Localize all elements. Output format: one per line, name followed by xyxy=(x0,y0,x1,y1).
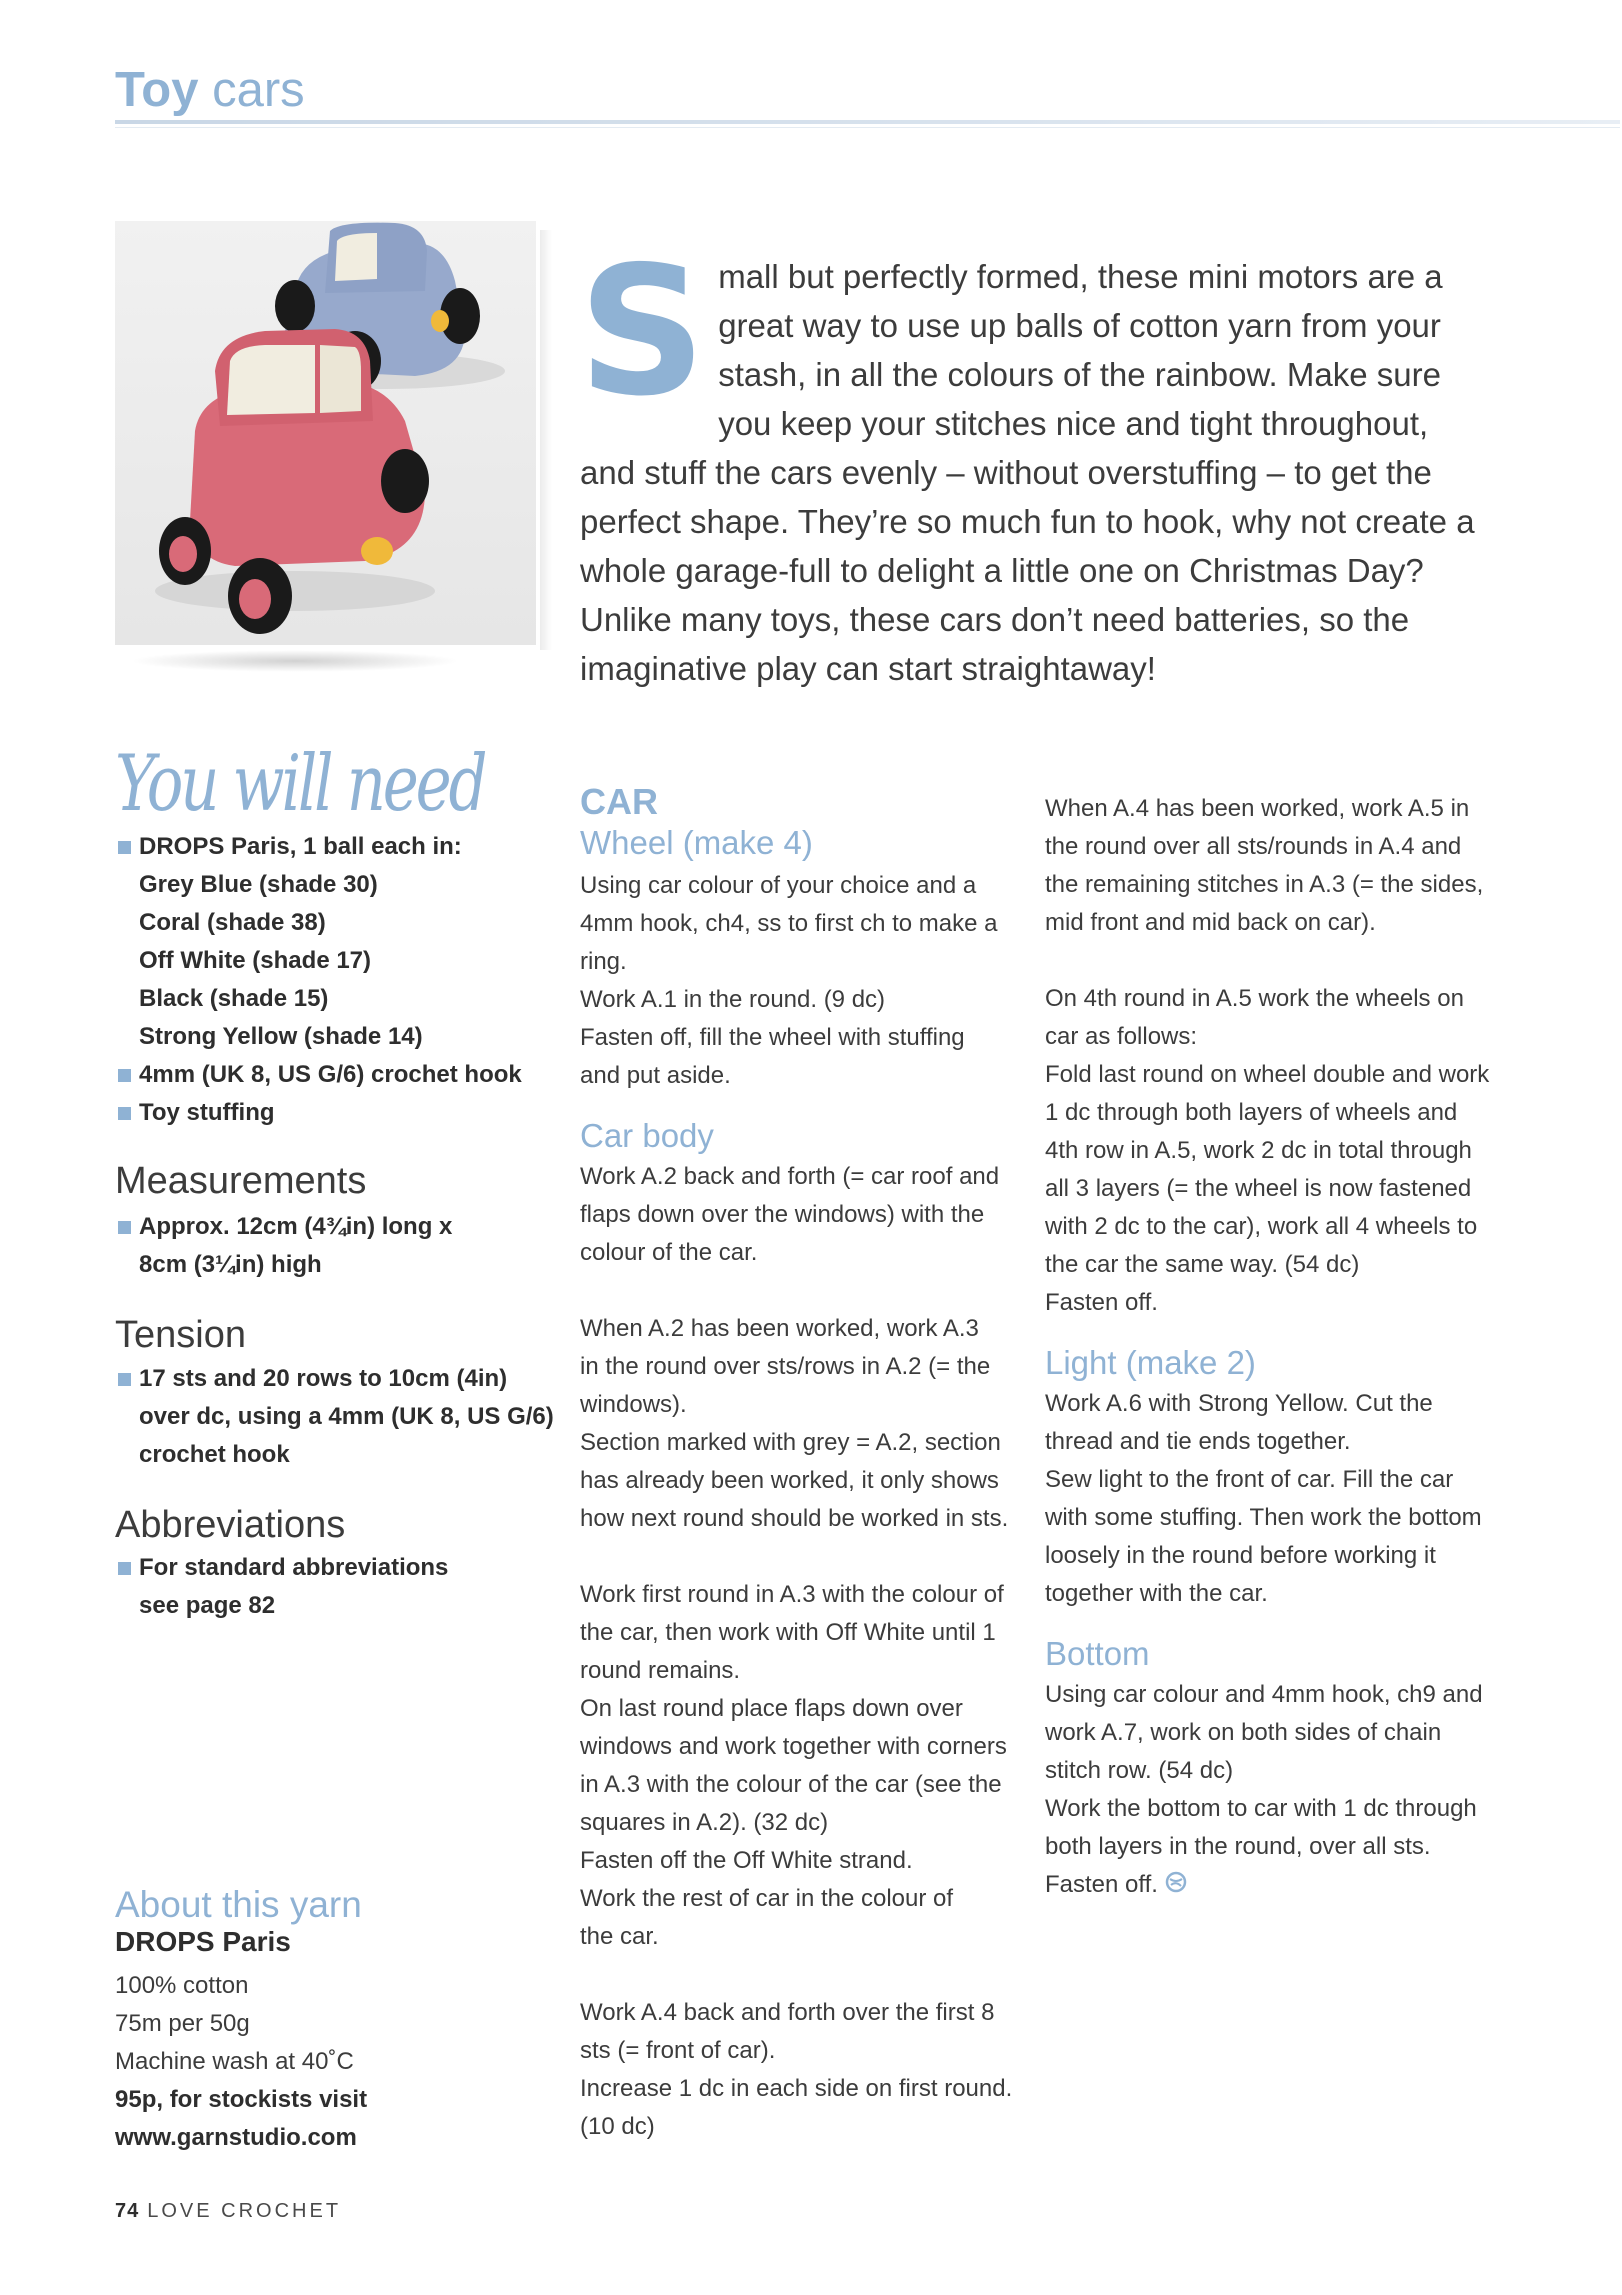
text-line: 4th row in A.5, work 2 dc in total through xyxy=(1045,1137,1472,1164)
text-line: both layers in the round, over all sts. xyxy=(1045,1833,1431,1860)
list-item: For standard abbreviations xyxy=(115,1549,555,1587)
you-will-need-title: You will need xyxy=(115,739,485,829)
text-line: When A.4 has been worked, work A.5 in xyxy=(1045,795,1470,822)
text-line: the car, then work with Off White until 1 xyxy=(580,1619,996,1646)
text-line: colour of the car. xyxy=(580,1239,758,1266)
text-line: together with the car. xyxy=(1045,1580,1268,1607)
yarn-detail-line: Machine wash at 40˚C xyxy=(115,2048,354,2075)
text-line: Work the bottom to car with 1 dc through xyxy=(1045,1795,1477,1822)
text-line: car as follows: xyxy=(1045,1023,1198,1050)
yarn-price-line: 95p, for stockists visit xyxy=(115,2086,368,2113)
text-line: the car the same way. (54 dc) xyxy=(1045,1251,1360,1278)
text-line: loosely in the round before working it xyxy=(1045,1542,1436,1569)
text-line: Increase 1 dc in each side on first round. xyxy=(580,2075,1013,2102)
text-line: Work A.2 back and forth (= car roof and xyxy=(580,1163,1000,1190)
text-line: 4mm hook, ch4, ss to first ch to make a xyxy=(580,910,998,937)
page-number: 74 xyxy=(115,2200,140,2222)
list-item: Approx. 12cm (4¾in) long x xyxy=(115,1208,555,1246)
intro-text: mall but perfectly formed, these mini motors are a great way to use up balls of cotton yarn from your stash, in all the colours of the rainbow. Make sure you keep your stitches nice and tight throughout, and stuff the cars evenly – without overstuffing – to get the perfect shape. They’re so much fun to hook, why not create a whole garage-full to delight a little one on Christmas Day? Unlike many toys, these cars don’t need batteries, so the imaginative play can start straightaway! xyxy=(580,258,1475,687)
text-line: all 3 layers (= the wheel is now fastened xyxy=(1045,1175,1472,1202)
text-line: Fasten off the Off White strand. xyxy=(580,1847,913,1874)
text-line: the round over all sts/rounds in A.4 and xyxy=(1045,833,1462,860)
text-line: When A.2 has been worked, work A.3 xyxy=(580,1315,979,1342)
measurements-list xyxy=(115,1208,555,1284)
text-line: and put aside. xyxy=(580,1062,731,1089)
list-item: Off White (shade 17) xyxy=(139,947,372,974)
list-item: over dc, using a 4mm (UK 8, US G/6) xyxy=(139,1403,554,1430)
text-line: stitch row. (54 dc) xyxy=(1045,1757,1234,1784)
text-line: work A.7, work on both sides of chain xyxy=(1045,1719,1442,1746)
text-line: Work first round in A.3 with the colour of xyxy=(580,1581,1004,1608)
list-item: DROPS Paris, 1 ball each in: xyxy=(115,828,555,866)
abbreviations-list xyxy=(115,1549,555,1625)
text-line: Using car colour of your choice and a xyxy=(580,872,977,899)
list-item: 8cm (3¼in) high xyxy=(139,1251,322,1278)
page-title xyxy=(115,63,305,117)
pattern-column-right xyxy=(1045,790,1490,1905)
text-line: 1 dc through both layers of wheels and xyxy=(1045,1099,1458,1126)
list-item: Black (shade 15) xyxy=(139,985,329,1012)
photo-shadow xyxy=(130,650,460,672)
photo-edge-shadow xyxy=(540,230,552,650)
text-line: the car. xyxy=(580,1923,659,1950)
header-rule xyxy=(115,120,1620,124)
text-line: (10 dc) xyxy=(580,2113,655,2140)
list-item: Grey Blue (shade 30) xyxy=(139,871,378,898)
text-line: with some stuffing. Then work the bottom xyxy=(1045,1504,1482,1531)
yarn-name: DROPS Paris xyxy=(115,1926,291,1957)
text-line: round remains. xyxy=(580,1657,741,1684)
text-line: how next round should be worked in sts. xyxy=(580,1505,1009,1532)
text-line: mid front and mid back on car). xyxy=(1045,909,1376,936)
materials-list xyxy=(115,828,555,1132)
light-heading: Light (make 2) xyxy=(1045,1344,1256,1381)
text-line: in A.3 with the colour of the car (see the xyxy=(580,1771,1002,1798)
list-item: Strong Yellow (shade 14) xyxy=(139,1023,423,1050)
text-line: windows). xyxy=(580,1391,687,1418)
list-item: 17 sts and 20 rows to 10cm (4in) xyxy=(115,1360,565,1398)
text-line: Section marked with grey = A.2, section xyxy=(580,1429,1001,1456)
wheel-heading: Wheel (make 4) xyxy=(580,824,813,861)
text-line: Work A.4 back and forth over the first 8 xyxy=(580,1999,995,2026)
drop-cap: S xyxy=(578,228,707,435)
magazine-name: LOVE CROCHET xyxy=(147,2200,342,2222)
list-item: see page 82 xyxy=(139,1592,276,1619)
about-yarn-heading: About this yarn xyxy=(115,1884,362,1925)
yarn-detail-line: 100% cotton xyxy=(115,1972,249,1999)
text-line: On 4th round in A.5 work the wheels on xyxy=(1045,985,1464,1012)
header-rule-thin xyxy=(115,127,1620,128)
text-line: Sew light to the front of car. Fill the car xyxy=(1045,1466,1454,1493)
list-item: 4mm (UK 8, US G/6) crochet hook xyxy=(115,1056,555,1094)
text-line: Fold last round on wheel double and work xyxy=(1045,1061,1490,1088)
yarn-details xyxy=(115,1967,555,2157)
pattern-column-middle xyxy=(580,782,1020,2146)
text-line: windows and work together with corners xyxy=(580,1733,1007,1760)
text-line: Work A.1 in the round. (9 dc) xyxy=(580,986,886,1013)
text-line: On last round place flaps down over xyxy=(580,1695,963,1722)
text-line: Using car colour and 4mm hook, ch9 and xyxy=(1045,1681,1483,1708)
text-line: with 2 dc to the car), work all 4 wheels to xyxy=(1045,1213,1478,1240)
car-heading: CAR xyxy=(580,781,658,822)
page-title-rest: cars xyxy=(198,63,305,117)
text-line: Work the rest of car in the colour of xyxy=(580,1885,954,1912)
crochet-toy-cars-photo xyxy=(115,221,536,645)
text-line: in the round over sts/rows in A.2 (= the xyxy=(580,1353,991,1380)
yarn-website[interactable]: www.garnstudio.com xyxy=(115,2124,357,2151)
bottom-heading: Bottom xyxy=(1045,1635,1150,1672)
text-line xyxy=(1045,1866,1490,1905)
yarn-ball-icon xyxy=(1165,1867,1187,1905)
list-item: Coral (shade 38) xyxy=(139,909,326,936)
page-title-bold: Toy xyxy=(115,63,199,117)
text-line: flaps down over the windows) with the xyxy=(580,1201,985,1228)
text-line: has already been worked, it only shows xyxy=(580,1467,999,1494)
car-body-heading: Car body xyxy=(580,1117,714,1154)
tension-list xyxy=(115,1360,565,1474)
text-line: squares in A.2). (32 dc) xyxy=(580,1809,829,1836)
text-line: Fasten off, fill the wheel with stuffing xyxy=(580,1024,965,1051)
text-line: ring. xyxy=(580,948,627,975)
fasten-off-text: Fasten off. xyxy=(1045,1871,1158,1898)
list-item: Toy stuffing xyxy=(115,1094,555,1132)
text-line: Work A.6 with Strong Yellow. Cut the xyxy=(1045,1390,1433,1417)
tension-heading: Tension xyxy=(115,1314,246,1356)
yarn-detail-line: 75m per 50g xyxy=(115,2010,250,2037)
text-line: thread and tie ends together. xyxy=(1045,1428,1351,1455)
page-footer xyxy=(115,2200,341,2223)
text-line: the remaining stitches in A.3 (= the sides, xyxy=(1045,871,1484,898)
text-line: Fasten off. xyxy=(1045,1289,1158,1316)
list-item: crochet hook xyxy=(139,1441,290,1468)
intro-paragraph xyxy=(578,228,1490,693)
measurements-heading: Measurements xyxy=(115,1160,367,1202)
abbreviations-heading: Abbreviations xyxy=(115,1504,346,1546)
text-line: sts (= front of car). xyxy=(580,2037,776,2064)
